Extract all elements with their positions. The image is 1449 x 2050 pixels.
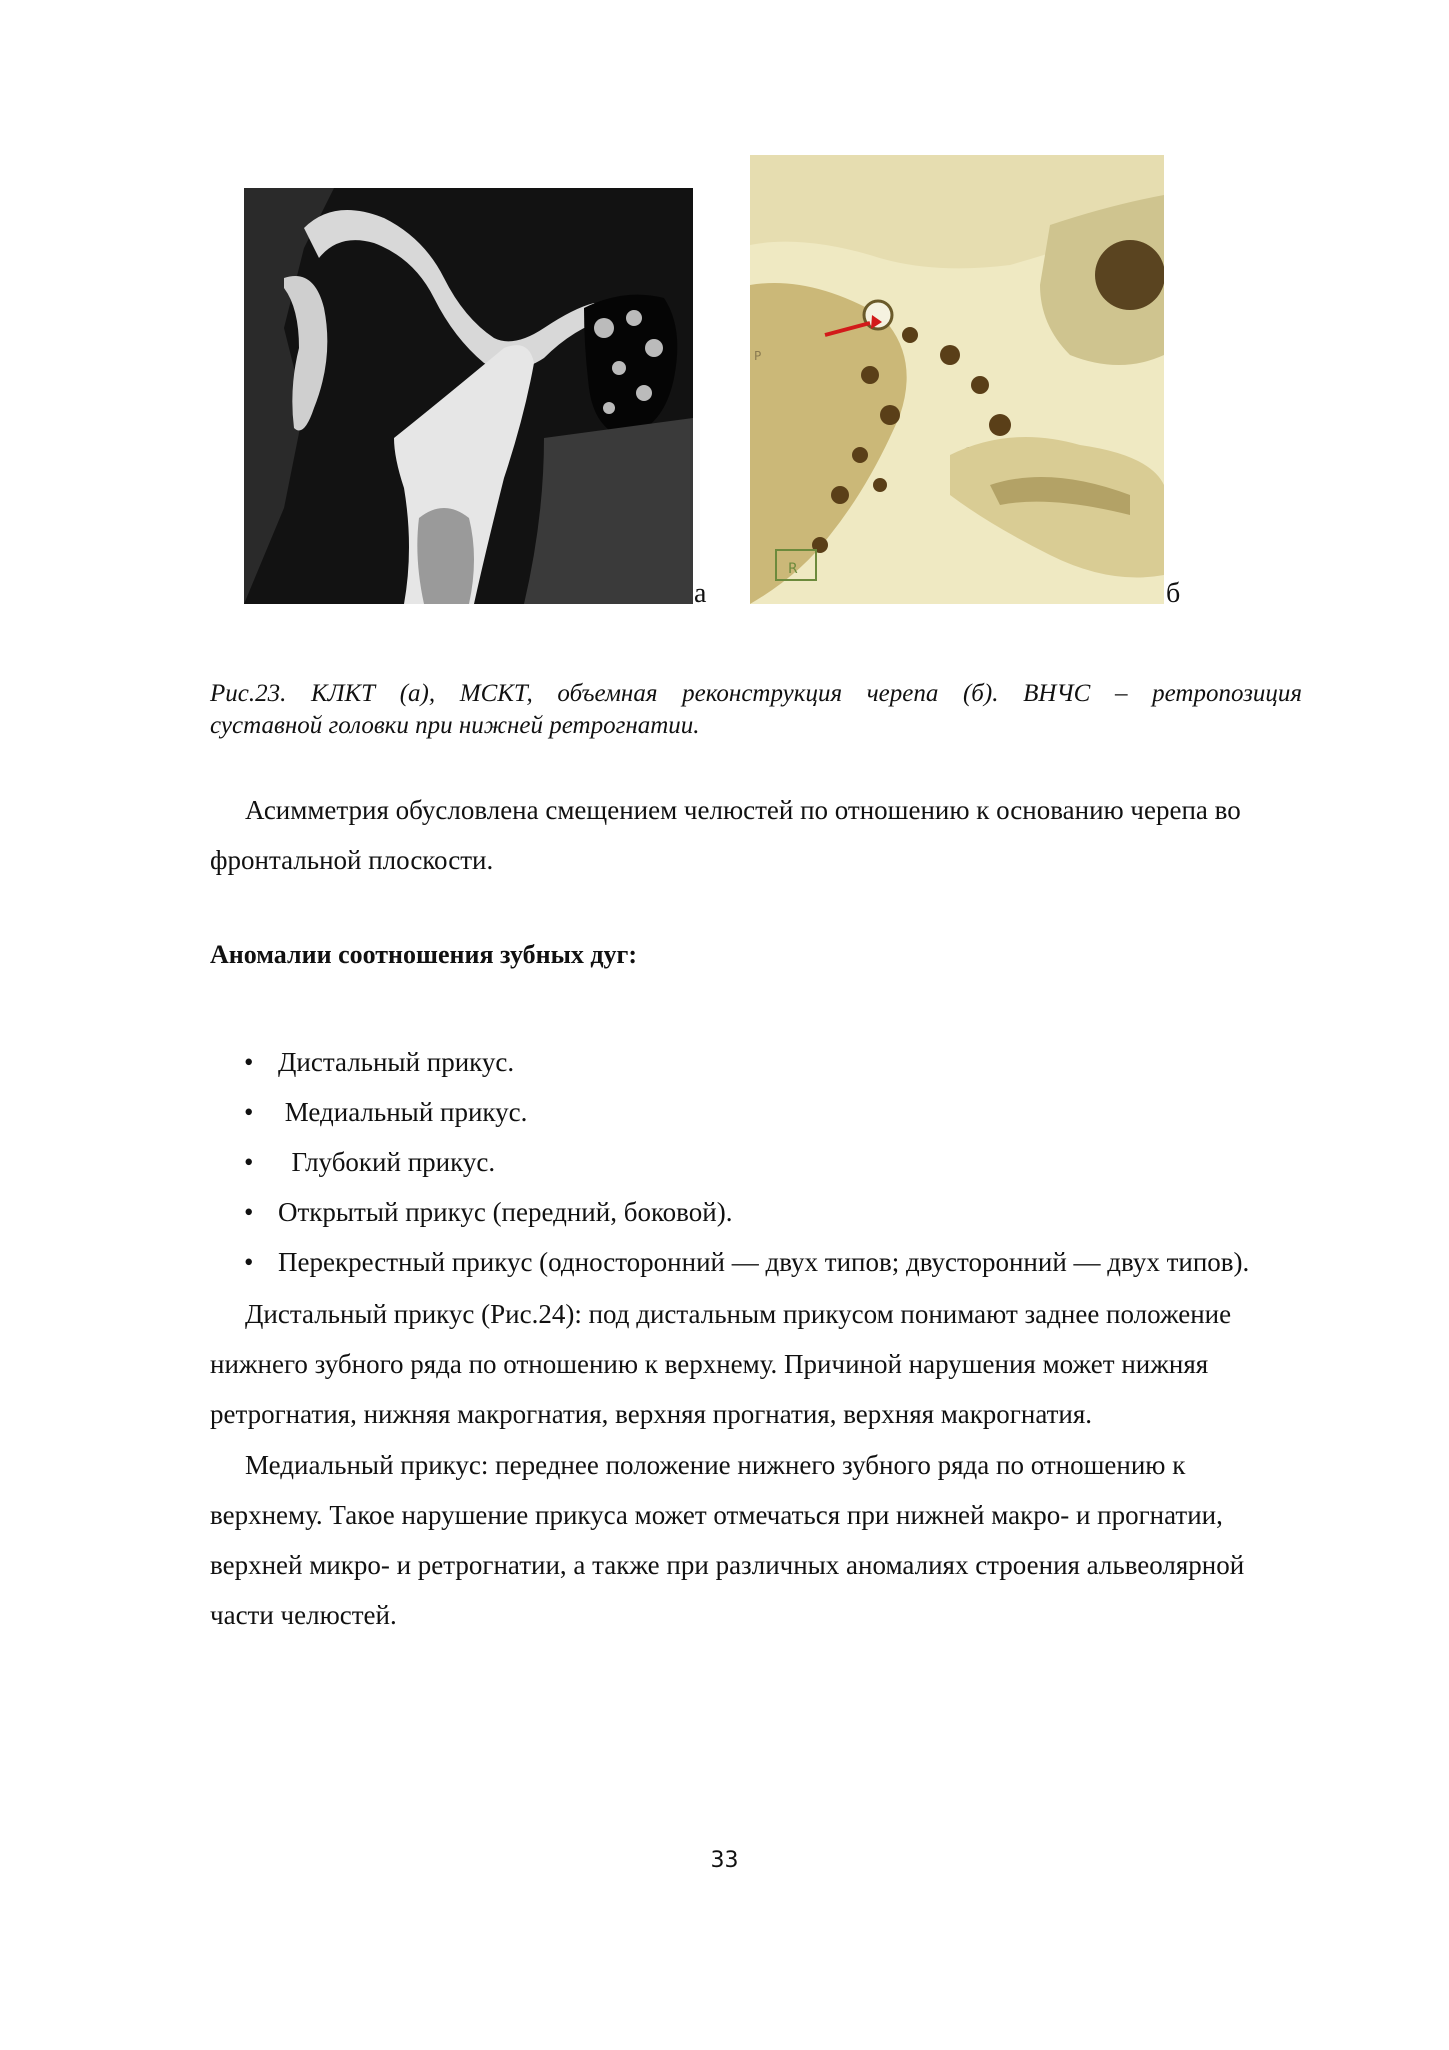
bullet-list bbox=[244, 1037, 1249, 1287]
paragraph-line: части челюстей. bbox=[210, 1600, 397, 1630]
paragraph-line: Медиальный прикус: переднее положение нижнего зубного ряда по отношению к bbox=[245, 1450, 1186, 1480]
bullet-icon: • bbox=[244, 1197, 254, 1227]
paragraph-line: фронтальной плоскости. bbox=[210, 845, 494, 875]
list-item-text: Глубокий прикус. bbox=[278, 1147, 496, 1177]
list-item-text: Дистальный прикус. bbox=[278, 1047, 515, 1077]
list-item bbox=[244, 1237, 1249, 1287]
cbct-scan-image bbox=[244, 188, 693, 604]
page-number: 33 bbox=[710, 1848, 739, 1873]
list-item-text: Открытый прикус (передний, боковой). bbox=[278, 1197, 733, 1227]
paragraph-medial bbox=[210, 1440, 1340, 1640]
paragraph-asymmetry bbox=[210, 785, 1340, 885]
msct-reconstruction-image bbox=[750, 155, 1164, 604]
figure-caption bbox=[210, 678, 1302, 742]
list-item-text: Перекрестный прикус (односторонний — двух типов; двусторонний — двух типов). bbox=[278, 1247, 1250, 1277]
paragraph-line: верхней микро- и ретрогнатии, а также при различных аномалиях строения альвеолярной bbox=[210, 1550, 1245, 1580]
list-item bbox=[244, 1087, 1249, 1137]
paragraph-line: ретрогнатия, нижняя макрогнатия, верхняя прогнатия, верхняя макрогнатия. bbox=[210, 1399, 1093, 1429]
paragraph-line: Дистальный прикус (Рис.24): под дистальным прикусом понимают заднее положение bbox=[245, 1299, 1232, 1329]
paragraph-line: Асимметрия обусловлена смещением челюстей по отношению к основанию черепа во bbox=[245, 795, 1241, 825]
caption-line-1: Рис.23. КЛКТ (а), МСКТ, объемная реконструкция черепа (б). ВНЧС – ретропозиция bbox=[210, 680, 1302, 707]
figure-label-b: б bbox=[1166, 578, 1181, 609]
paragraph-distal bbox=[210, 1289, 1340, 1439]
bullet-icon: • bbox=[244, 1047, 254, 1077]
bullet-icon: • bbox=[244, 1147, 254, 1177]
caption-line-2: суставной головки при нижней ретрогнатии. bbox=[210, 712, 700, 739]
list-item-text: Медиальный прикус. bbox=[278, 1097, 528, 1127]
list-item bbox=[244, 1037, 1249, 1087]
marker-p: P bbox=[754, 349, 762, 363]
paragraph-line: нижнего зубного ряда по отношению к верхнему. Причиной нарушения может нижняя bbox=[210, 1349, 1209, 1379]
list-item bbox=[244, 1137, 1249, 1187]
paragraph-line: верхнему. Такое нарушение прикуса может отмечаться при нижней макро- и прогнатии, bbox=[210, 1500, 1223, 1530]
bullet-icon: • bbox=[244, 1097, 254, 1127]
list-item bbox=[244, 1187, 1249, 1237]
figure-label-a: а bbox=[694, 578, 707, 609]
marker-r: R bbox=[788, 561, 798, 577]
figure-image-a bbox=[244, 188, 693, 604]
bullet-icon: • bbox=[244, 1247, 254, 1277]
section-heading: Аномалии соотношения зубных дуг: bbox=[210, 940, 637, 969]
figure-image-b bbox=[750, 155, 1164, 604]
